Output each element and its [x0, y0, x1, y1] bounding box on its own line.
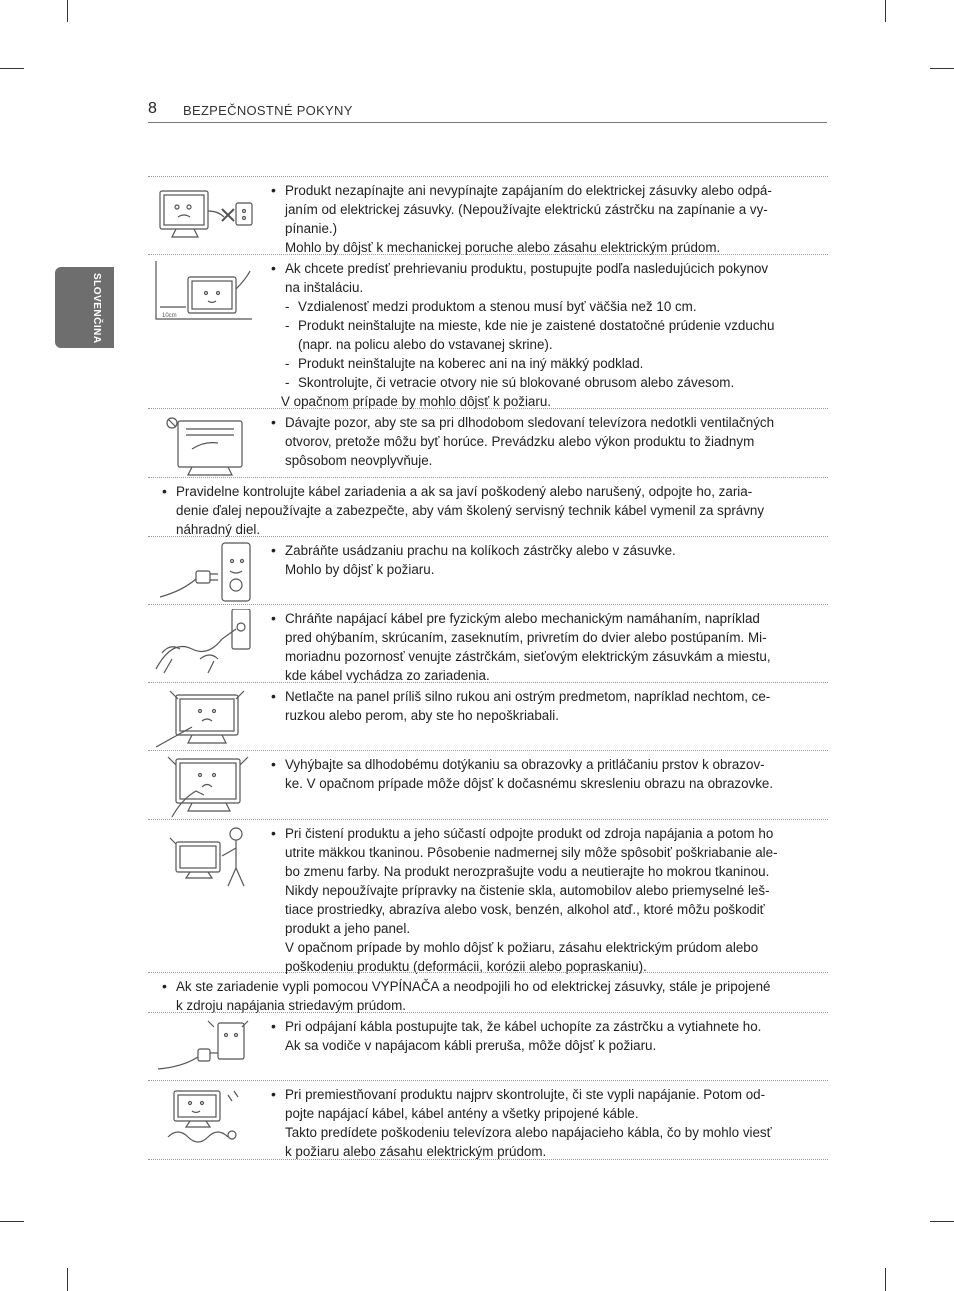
text-line: denie ďalej nepoužívajte a zabezpečte, aby vám školený servisný technik kábel vymenil za správny — [176, 503, 765, 518]
text-line: pínanie.) — [285, 221, 338, 236]
crop-mark — [885, 1268, 886, 1291]
safety-item — [148, 604, 828, 683]
text-line: k zdroju napájania striedavým prúdom. — [176, 998, 406, 1013]
bullet-text: • Vyhýbajte sa dlhodobému dotýkaniu sa obrazovky a pritláčaniu prstov k obrazov- — [271, 755, 818, 774]
bullet-text: • Dávajte pozor, aby ste sa pri dlhodobom sledovaní televízora nedotkli ventilačných — [271, 413, 818, 432]
page-title: BEZPEČNOSTNÉ POKYNY — [183, 103, 353, 118]
page-number: 8 — [148, 100, 157, 117]
text-line: ke. V opačnom prípade môže dôjsť k dočasnému skresleniu obrazu na obrazovke. — [285, 776, 774, 791]
text-line: tiace prostriedky, abrazíva alebo vosk, benzén, alkohol atď., ktoré môžu poškodiť — [285, 902, 765, 917]
text-line: Ak sa vodiče v napájacom kábli preruša, môže dôjsť k požiaru. — [285, 1038, 657, 1053]
text-line: V opačnom prípade by mohlo dôjsť k požiaru. — [281, 394, 552, 409]
text-line: Takto predídete poškodeniu televízora alebo napájacieho kábla, čo by mohlo viesť — [285, 1125, 772, 1140]
text-line: náhradný diel. — [176, 522, 261, 537]
dash-item: - Vzdialenosť medzi produktom a stenou musí byť väčšia než 10 cm. — [271, 297, 818, 316]
bullet-text: • Chráňte napájací kábel pre fyzickým alebo mechanickým namáhaním, napríklad — [271, 609, 818, 628]
unplug-by-plug-illustration — [148, 1013, 263, 1081]
text-line: ruzkou alebo perom, aby ste ho nepoškriabali. — [285, 708, 559, 723]
text-line: Nikdy nepoužívajte prípravky na čistenie skla, automobilov alebo priemyselné leš- — [285, 883, 770, 898]
text-line: produkt a jeho panel. — [285, 921, 411, 936]
dash-item: - Skontrolujte, či vetracie otvory nie sú blokované obrusom alebo závesom. — [271, 373, 818, 392]
text-line: bo zmenu farby. Na produkt nerozprašujte vodu a neutierajte ho mokrou tkaninou. — [285, 864, 770, 879]
text-line: janím od elektrickej zásuvky. (Nepoužívajte elektrickú zástrčku na zapínanie a vy- — [285, 202, 768, 217]
crop-mark — [930, 1221, 954, 1222]
dusty-plug-illustration — [148, 537, 263, 605]
language-tab — [55, 267, 114, 348]
cleaning-illustration — [148, 820, 263, 973]
bullet-text: • Pri odpájaní kábla postupujte tak, že kábel uchopíte za zástrčku a vytiahnete ho. — [271, 1017, 818, 1036]
distance-label: 10cm — [162, 313, 177, 319]
cable-strain-illustration — [148, 605, 263, 683]
text-line: V opačnom prípade by mohlo dôjsť k požiaru, zásahu elektrickým prúdom alebo — [285, 940, 759, 955]
hot-vents-illustration — [148, 409, 263, 478]
text-line: utrite mäkkou tkaninou. Pôsobenie nadmernej sily môže spôsobiť poškriabanie ale- — [285, 845, 778, 860]
bullet-text: • Pri premiestňovaní produktu najprv skontrolujte, či ste vypli napájanie. Potom od- — [271, 1085, 818, 1104]
safety-item — [148, 176, 828, 254]
bullet-text: • Produkt nezapínajte ani nevypínajte zapájaním do elektrickej zásuvky alebo odpá- — [271, 181, 818, 200]
safety-item — [148, 1080, 828, 1160]
text-line: pojte napájací kábel, kábel antény a všetky pripojené káble. — [285, 1106, 639, 1121]
text-line: kde kábel vychádza zo zariadenia. — [285, 668, 490, 683]
crop-mark — [67, 0, 68, 22]
tv-wall-distance-illustration — [148, 255, 263, 409]
safety-item — [148, 477, 828, 537]
text-line: na inštaláciu. — [285, 280, 364, 295]
safety-item — [148, 750, 828, 820]
bullet-text: • Netlačte na panel príliš silno rukou ani ostrým predmetom, napríklad nechtom, ce- — [271, 687, 818, 706]
text-line: Mohlo by dôjsť k požiaru. — [285, 562, 435, 577]
safety-item — [148, 408, 828, 478]
panel-press-illustration — [148, 683, 263, 751]
text-line: (napr. na policu alebo do vstavanej skrine). — [298, 337, 553, 352]
move-product-illustration — [148, 1081, 263, 1159]
text-line: k požiaru alebo zásahu elektrickým prúdom. — [285, 1144, 547, 1159]
text-line: poškodeniu produktu (deformácii, korózii alebo popraskaniu). — [285, 959, 647, 974]
tv-unplug-illustration — [148, 177, 263, 254]
safety-item — [148, 819, 828, 973]
text-line: pred ohýbaním, skrúcaním, zaseknutím, privretím do dvier alebo postúpaním. Mi- — [285, 630, 767, 645]
crop-mark — [0, 1221, 24, 1222]
crop-mark — [885, 0, 886, 22]
screen-touch-illustration — [148, 751, 263, 820]
crop-mark — [67, 1268, 68, 1291]
safety-item — [148, 1012, 828, 1081]
safety-item — [148, 254, 828, 409]
safety-item — [148, 682, 828, 751]
safety-item — [148, 536, 828, 605]
text-line: moriadnu pozornosť venujte zástrčkám, sieťovým elektrickým zásuvkám a miestu, — [285, 649, 771, 664]
bullet-text: • Ak chcete predísť prehrievaniu produktu, postupujte podľa nasledujúcich pokynov — [271, 259, 818, 278]
dash-item: - Produkt neinštalujte na koberec ani na iný mäkký podklad. — [271, 354, 818, 373]
language-tab-label: SLOVENČINA — [91, 273, 102, 344]
crop-mark — [0, 68, 24, 69]
bullet-text: • Pravidelne kontrolujte kábel zariadenia a ak sa javí poškodený alebo narušený, odpojte ho, zaria- — [162, 482, 818, 501]
text-line: Mohlo by dôjsť k mechanickej poruche alebo zásahu elektrickým prúdom. — [285, 240, 721, 255]
safety-item — [148, 972, 828, 1013]
bullet-text: • Pri čistení produktu a jeho súčastí odpojte produkt od zdroja napájania a potom ho — [271, 824, 818, 843]
dash-item: - Produkt neinštalujte na mieste, kde nie je zaistené dostatočné prúdenie vzduchu — [271, 316, 818, 335]
text-line: spôsobom neovplyvňuje. — [285, 453, 433, 468]
text-line: otvorov, pretože môžu byť horúce. Prevádzku alebo výkon produktu to žiadnym — [285, 434, 755, 449]
crop-mark — [930, 68, 954, 69]
page-header — [148, 100, 827, 123]
bullet-text: • Zabráňte usádzaniu prachu na kolíkoch zástrčky alebo v zásuvke. — [271, 541, 818, 560]
bullet-text: • Ak ste zariadenie vypli pomocou VYPÍNAČA a neodpojili ho od elektrickej zásuvky, stále je pripojené — [162, 977, 818, 996]
